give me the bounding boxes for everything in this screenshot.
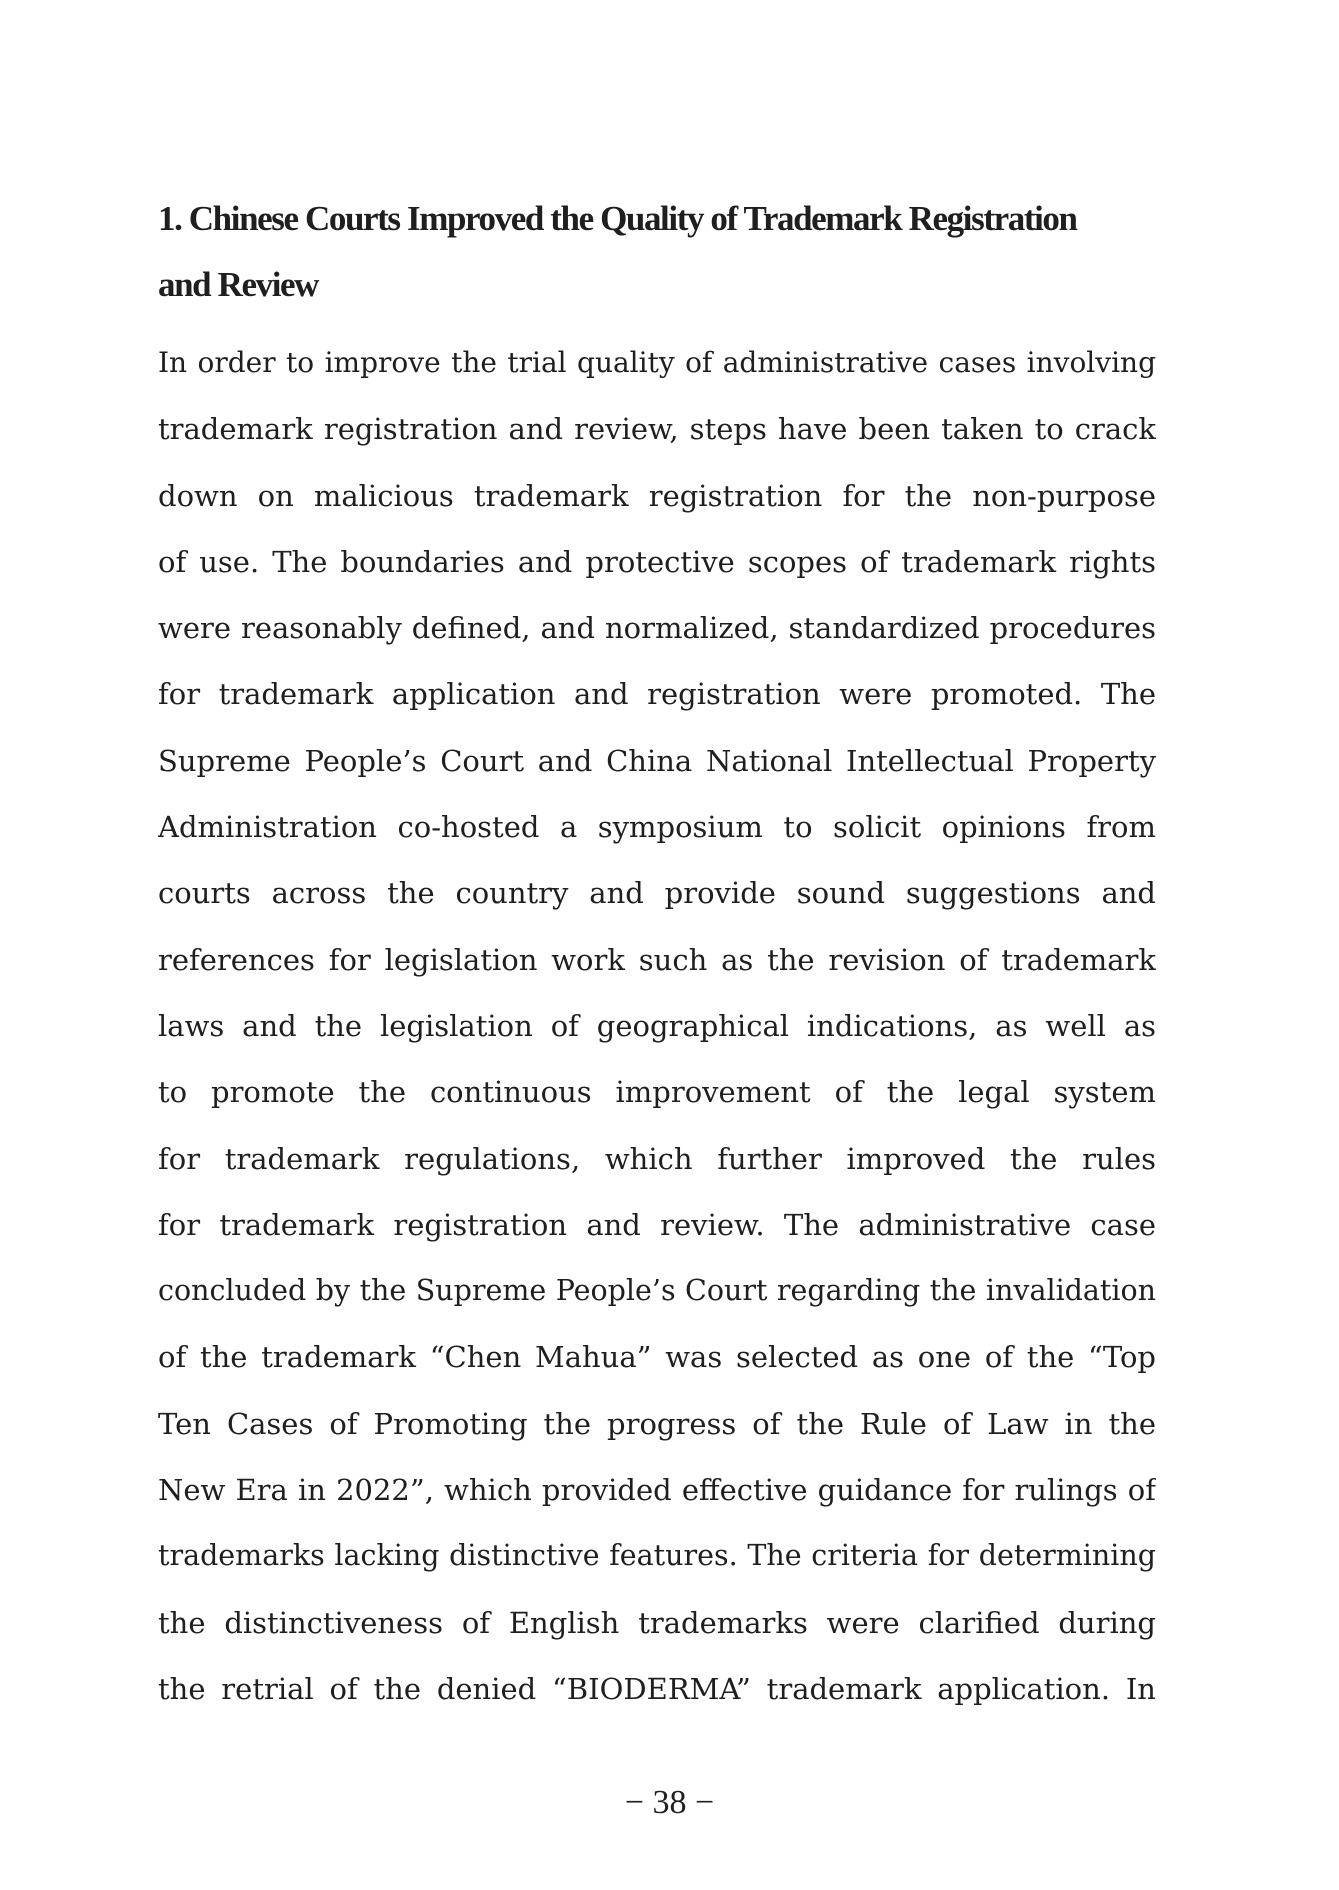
body-line: concluded by the Supreme People’s Court regarding the invalidation	[158, 1274, 1156, 1308]
body-line: In order to improve the trial quality of administrative cases involving	[158, 346, 1156, 379]
body-line: Supreme People’s Court and China National Intellectual Property	[158, 743, 1156, 778]
body-line: of use. The boundaries and protective scopes of trademark rights	[158, 544, 1156, 579]
body-line: Ten Cases of Promoting the progress of the Rule of Law in the	[158, 1406, 1156, 1441]
body-line: the retrial of the denied “BIODERMA” trademark application. In	[158, 1671, 1156, 1706]
body-line: for trademark registration and review. The administrative case	[158, 1207, 1156, 1242]
body-line: trademarks lacking distinctive features. The criteria for determining	[158, 1539, 1156, 1573]
section-heading-line: and Review	[158, 265, 319, 304]
body-line: New Era in 2022”, which provided effective guidance for rulings of	[158, 1473, 1156, 1508]
body-line: for trademark application and registration were promoted. The	[158, 677, 1156, 712]
body-line: were reasonably defined, and normalized, standardized procedures	[158, 611, 1156, 646]
body-line: Administration co-hosted a symposium to solicit opinions from	[158, 810, 1156, 845]
body-line: to promote the continuous improvement of the legal system	[158, 1075, 1156, 1110]
body-line: the distinctiveness of English trademarks were clarified during	[158, 1605, 1156, 1640]
body-line: trademark registration and review, steps have been taken to crack	[158, 412, 1156, 447]
body-line: of the trademark “Chen Mahua” was selected as one of the “Top	[158, 1340, 1156, 1375]
page-number: − 38 −	[624, 1784, 715, 1821]
section-heading-line: 1. Chinese Courts Improved the Quality of Trademark Registration	[158, 199, 1077, 238]
body-line: laws and the legislation of geographical indications, as well as	[158, 1008, 1156, 1043]
section-heading	[158, 186, 1156, 318]
body-line: for trademark regulations, which further improved the rules	[158, 1141, 1156, 1176]
page-content	[158, 186, 1156, 1722]
body-line: references for legislation work such as the revision of trademark	[158, 942, 1156, 977]
section-body	[158, 330, 1156, 1722]
body-line: courts across the country and provide sound suggestions and	[158, 876, 1156, 911]
body-line: down on malicious trademark registration for the non-purpose	[158, 478, 1156, 513]
